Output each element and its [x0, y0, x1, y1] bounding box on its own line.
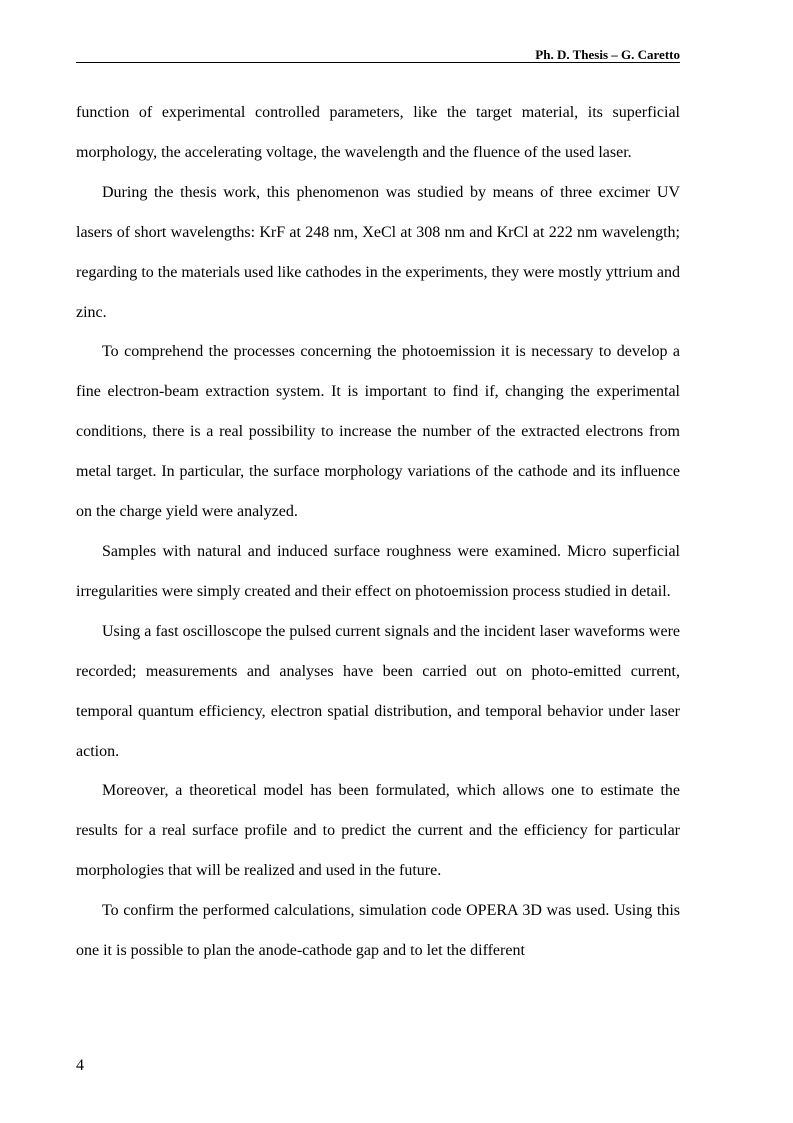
paragraph: Using a fast oscilloscope the pulsed current signals and the incident laser waveforms were recorded; measurements and analyses have been carried out on photo-emitted current, temporal quantum efficiency, electron spatial distribution, and temporal behavior under laser action. — [76, 622, 680, 760]
page-number: 4 — [76, 1057, 84, 1074]
paragraph: To confirm the performed calculations, simulation code OPERA 3D was used. Using this one it is possible to plan the anode-cathode gap and to let the different — [76, 902, 680, 960]
paragraph-continuation: function of experimental controlled parameters, like the target material, its superficial morphology, the accelerating voltage, the wavelength and the fluence of the used laser. — [76, 104, 680, 161]
body-text — [76, 93, 680, 971]
running-header: Ph. D. Thesis – G. Caretto — [535, 47, 680, 62]
paragraph: Samples with natural and induced surface roughness were examined. Micro superficial irregularities were simply created and their effect on photoemission process studied in detail. — [76, 542, 680, 600]
paragraph: During the thesis work, this phenomenon was studied by means of three excimer UV lasers of short wavelengths: KrF at 248 nm, XeCl at 308 nm and KrCl at 222 nm wavelength; regarding to the materials used like cathodes in the experiments, they were mostly yttrium and zinc. — [76, 183, 680, 321]
paragraph: Moreover, a theoretical model has been formulated, which allows one to estimate the results for a real surface profile and to predict the current and the efficiency for particular morphologies that will be realized and used in the future. — [76, 782, 680, 880]
paragraph: To comprehend the processes concerning the photoemission it is necessary to develop a fine electron-beam extraction system. It is important to find if, changing the experimental conditions, there is a real possibility to increase the number of the extracted electrons from metal target. In particular, the surface morphology variations of the cathode and its influence on the charge yield were analyzed. — [76, 343, 680, 521]
header-rule — [76, 62, 680, 63]
